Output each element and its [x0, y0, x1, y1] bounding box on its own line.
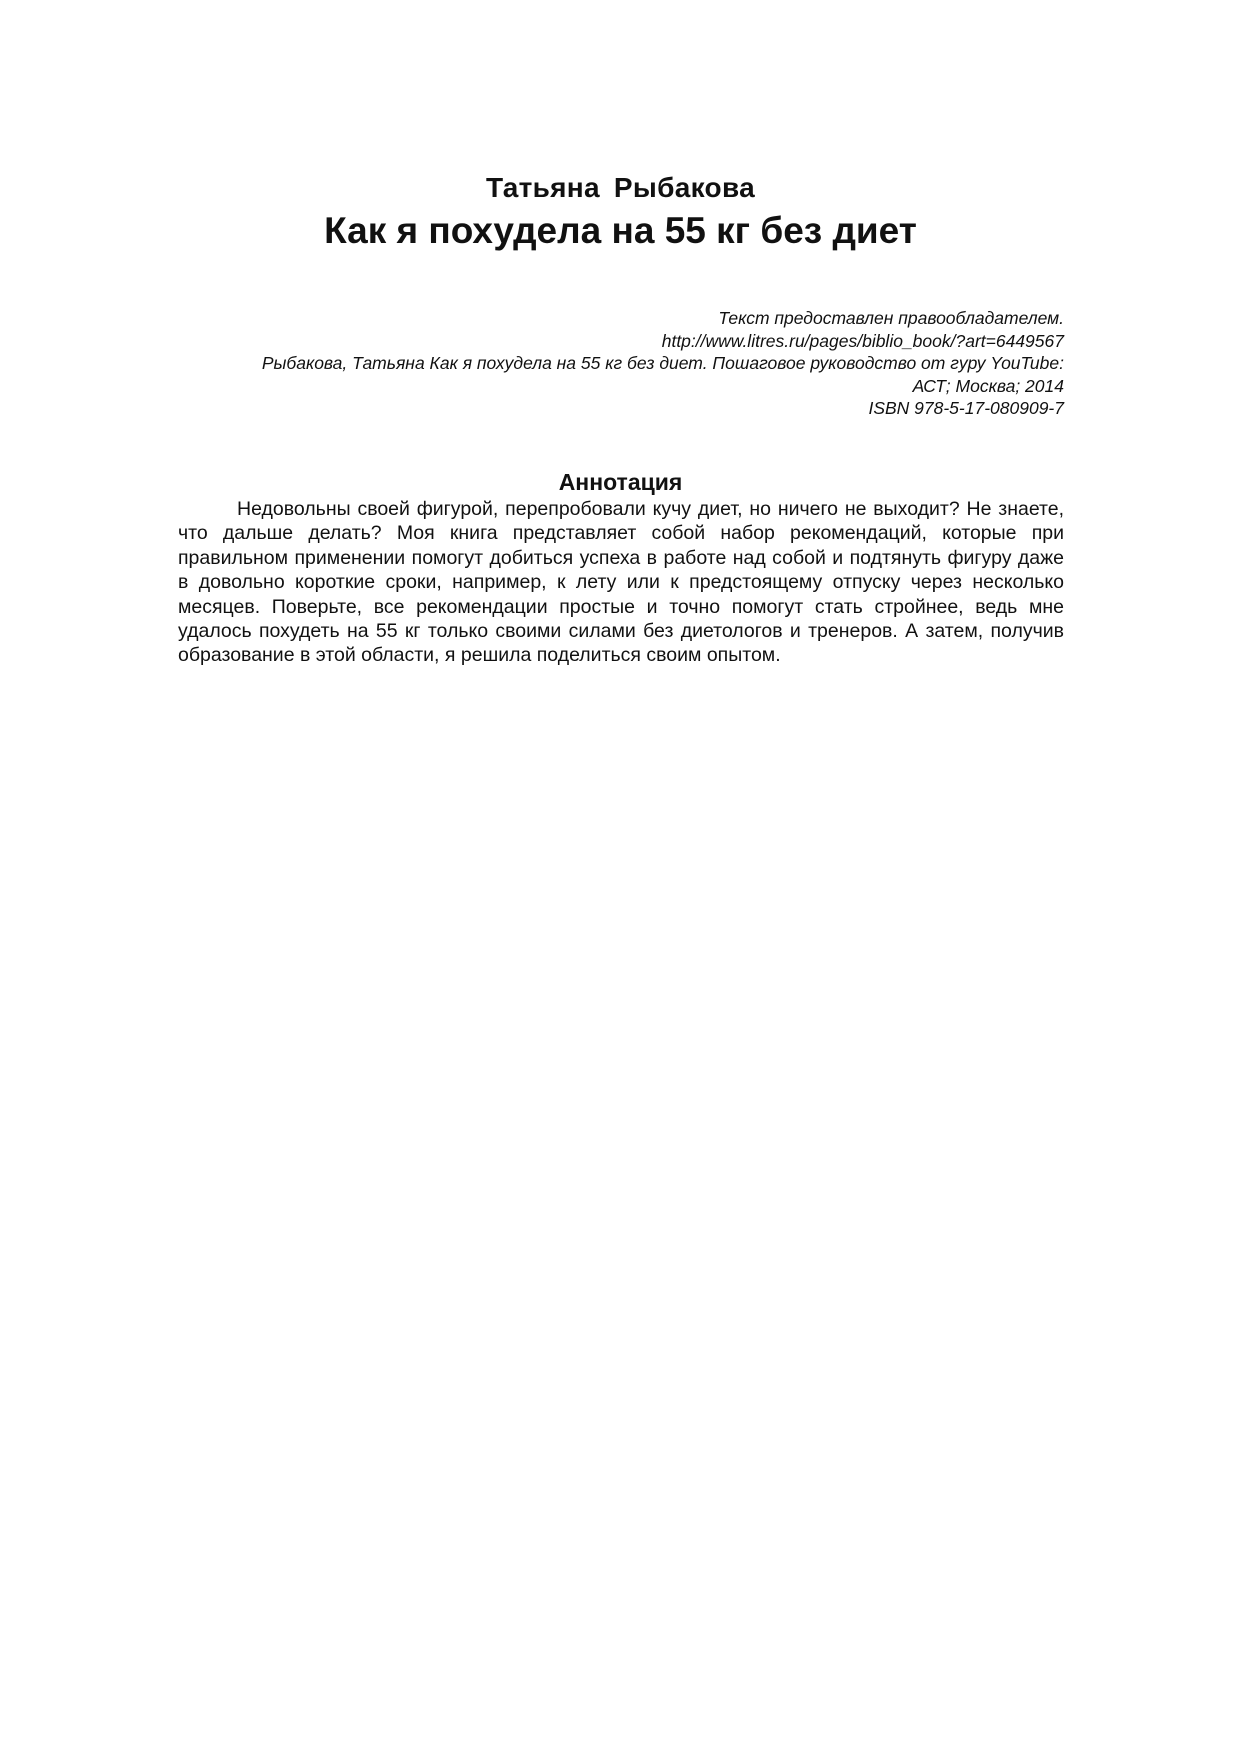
publication-info [180, 307, 1064, 420]
citation-line-1: Рыбакова, Татьяна Как я похудела на 55 кг без диет. Пошаговое руководство от гуру YouTube: [261, 353, 1064, 374]
isbn: ISBN 978-5-17-080909-7 [868, 398, 1064, 419]
citation-line-2: АСТ; Москва; 2014 [912, 375, 1064, 396]
provider-note: Текст предоставлен правообладателем. [718, 308, 1064, 328]
annotation-text: Недовольны своей фигурой, перепробовали кучу диет, но ничего не выходит? Не знаете, что дальше делать? Моя книга представляет собой набор рекомендаций, которые при правильном применении помогут добиться успеха в работе над собой и подтянуть фигуру даже в довольно короткие сроки, например, к лету или к предстоящему отпуску через несколько месяцев. Поверьте, все рекомендации простые и точно помогут стать стройнее, ведь мне удалось похудеть на 55 кг только своими силами без диетологов и тренеров. А затем, получив образование в этой области, я решила поделиться своим опытом. [178, 498, 1064, 667]
book-title: Как я похудела на 55 кг без диет [324, 210, 917, 251]
author-name: Татьяна Рыбакова [486, 172, 755, 203]
annotation-heading: Аннотация [558, 469, 683, 495]
source-url[interactable]: http://www.litres.ru/pages/biblio_book/?art=6449567 [661, 330, 1064, 351]
